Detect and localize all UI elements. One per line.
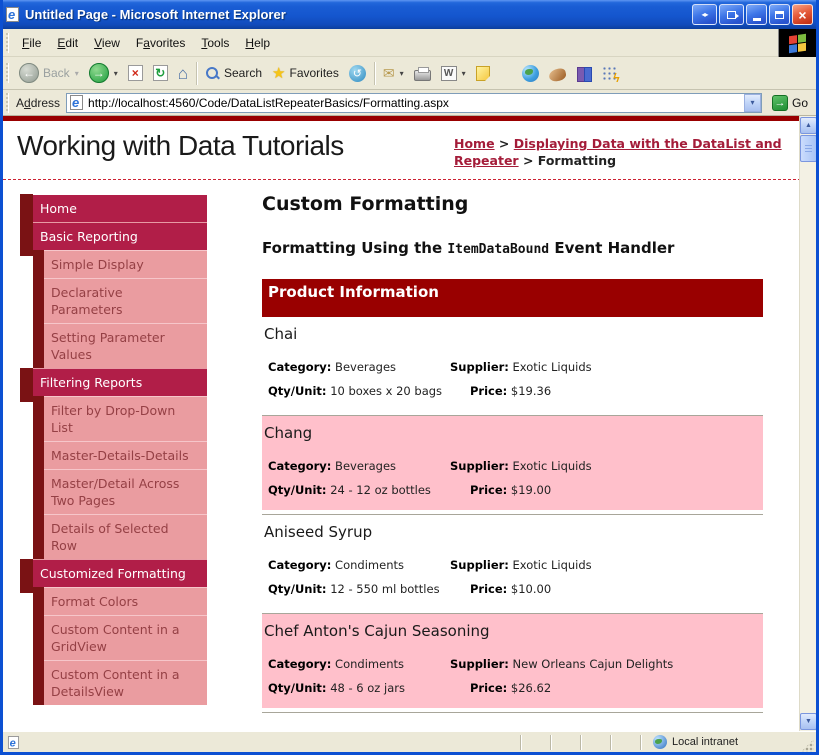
sidebar-item-simple-display[interactable]: Simple Display: [44, 250, 207, 278]
page-body: [3, 180, 816, 731]
notes-button[interactable]: [471, 64, 495, 83]
product-qty: Qty/Unit: 10 boxes x 20 bags: [268, 384, 443, 398]
product-item-chang: [262, 416, 763, 510]
security-zone: [653, 735, 801, 749]
addon-icon: [548, 67, 567, 82]
address-url[interactable]: http://localhost:4560/Code/DataListRepeaterBasics/Formatting.aspx: [88, 95, 449, 110]
refresh-icon: ↻: [153, 65, 168, 81]
product-name: Aniseed Syrup: [264, 523, 373, 541]
windows-flag-icon: [789, 33, 806, 52]
vm-popout-button[interactable]: [719, 4, 744, 25]
product-name: Chef Anton's Cajun Seasoning: [264, 622, 490, 640]
toolbar-grip[interactable]: [6, 63, 9, 83]
breadcrumb-formatting: Formatting: [537, 153, 617, 168]
product-item-chef-anton-s-cajun-seasoning: [262, 614, 763, 708]
sidebar-item-basic-reporting[interactable]: Basic Reporting: [33, 222, 207, 250]
product-separator: [262, 712, 763, 713]
vertical-scrollbar[interactable]: [799, 116, 816, 731]
sidebar-item-master-details-details[interactable]: Master-Details-Details: [44, 441, 207, 469]
menubar-grip[interactable]: [6, 33, 9, 53]
product-item-chai: [262, 317, 763, 411]
menu-file[interactable]: File: [22, 35, 42, 50]
product-category: Category: Condiments: [268, 558, 404, 572]
sidebar-item-home[interactable]: Home: [33, 195, 207, 222]
toolbar-separator: [196, 62, 197, 85]
sidebar-item-format-colors[interactable]: Format Colors: [44, 587, 207, 615]
print-icon: [414, 70, 431, 81]
window-title: Untitled Page - Microsoft Internet Explorer: [25, 7, 286, 22]
product-qty: Qty/Unit: 48 - 6 oz jars: [268, 681, 405, 695]
title-bar[interactable]: [0, 0, 819, 29]
product-list: [262, 317, 763, 713]
maximize-button[interactable]: [769, 4, 790, 25]
minimize-icon: [753, 18, 761, 21]
forward-dropdown-icon: ▾: [113, 68, 118, 78]
address-bar: [3, 90, 816, 116]
vm-arrows-button[interactable]: [692, 4, 717, 25]
menu-view[interactable]: View: [94, 35, 120, 50]
page-heading: Custom Formatting: [262, 193, 469, 215]
site-title: Working with Data Tutorials: [17, 130, 344, 161]
page-favicon: e: [70, 95, 83, 110]
menu-bar: [3, 29, 816, 57]
menu-favorites[interactable]: Favorites: [135, 35, 186, 50]
sidebar-item-setting-parameter-values[interactable]: Setting Parameter Values: [44, 323, 207, 368]
sidebar-item-filtering-reports[interactable]: Filtering Reports: [33, 368, 207, 396]
mail-icon: ✉: [382, 65, 395, 81]
scrollbar-thumb[interactable]: [800, 135, 816, 162]
product-name: Chang: [264, 424, 313, 442]
globe-search-icon: [522, 65, 539, 82]
toolbar-separator: [374, 62, 375, 85]
word-dropdown-icon: ▾: [461, 68, 466, 78]
back-icon: ←: [19, 63, 39, 83]
back-button[interactable]: ← Back ▾: [14, 61, 84, 85]
print-button[interactable]: [409, 64, 436, 83]
menu-edit[interactable]: Edit: [57, 35, 79, 50]
product-price: Price: $10.00: [470, 582, 552, 596]
status-page-icon: e: [8, 736, 19, 749]
product-name: Chai: [264, 325, 298, 343]
home-icon: ⌂: [177, 63, 188, 83]
home-button[interactable]: [173, 63, 193, 84]
history-button[interactable]: [344, 63, 371, 84]
search-icon: [205, 66, 220, 81]
product-price: Price: $19.00: [470, 483, 552, 497]
sidebar-item-custom-content-in-a-detailsview[interactable]: Custom Content in a DetailsView: [44, 660, 207, 705]
product-price: Price: $26.62: [470, 681, 552, 695]
toolbar: [3, 57, 816, 90]
status-divider: [550, 735, 551, 750]
forward-icon: →: [89, 63, 109, 83]
page-content: [3, 116, 816, 731]
product-price: Price: $19.36: [470, 384, 552, 398]
lightning-icon: ϟ: [613, 70, 620, 85]
ie-logo-icon: e: [6, 7, 19, 22]
scroll-down-button[interactable]: ▼: [800, 713, 816, 730]
section-heading: Formatting Using the ItemDataBound Event Handler: [262, 239, 675, 257]
maximize-icon: [775, 11, 784, 19]
sidebar-item-master-detail-across-two-pages[interactable]: Master/Detail Across Two Pages: [44, 469, 207, 514]
status-divider: [580, 735, 581, 750]
sidebar-menu: [20, 195, 207, 705]
menu-tools[interactable]: Tools: [201, 35, 230, 50]
address-label: Address: [16, 95, 61, 110]
popout-icon: [727, 11, 736, 19]
arrows-icon: ◂▸: [701, 10, 708, 19]
books-icon: [576, 66, 592, 81]
sidebar-item-custom-content-in-a-gridview[interactable]: Custom Content in a GridView: [44, 615, 207, 660]
product-item-aniseed-syrup: [262, 515, 763, 609]
go-button[interactable]: → Go: [768, 94, 812, 112]
sidebar-item-filter-by-drop-down-list[interactable]: Filter by Drop-Down List: [44, 396, 207, 441]
product-category: Category: Condiments: [268, 657, 404, 671]
back-dropdown-icon: ▾: [74, 68, 79, 78]
favorites-star-icon: ★: [272, 64, 286, 82]
forward-button[interactable]: [84, 61, 123, 85]
product-category: Category: Beverages: [268, 360, 397, 374]
product-qty: Qty/Unit: 12 - 550 ml bottles: [268, 582, 440, 596]
resize-grip[interactable]: [801, 739, 814, 752]
product-supplier: Supplier: Exotic Liquids: [450, 360, 592, 374]
grid-icon: [602, 66, 620, 85]
breadcrumb-separator: >: [494, 136, 514, 151]
product-qty: Qty/Unit: 24 - 12 oz bottles: [268, 483, 431, 497]
status-divider: [640, 735, 641, 750]
status-bar: [3, 731, 816, 752]
stop-button[interactable]: [123, 63, 148, 83]
product-information-banner: Product Information: [262, 279, 763, 317]
stop-icon: ×: [128, 65, 143, 81]
address-input[interactable]: [66, 93, 762, 113]
product-category: Category: Beverages: [268, 459, 397, 473]
search-button[interactable]: Search: [200, 64, 267, 83]
breadcrumb: [454, 130, 786, 169]
developer-grid-button[interactable]: [597, 64, 623, 83]
breadcrumb-home[interactable]: Home: [454, 136, 495, 151]
main-column: [262, 180, 763, 713]
minimize-button[interactable]: [746, 4, 767, 25]
scroll-up-button[interactable]: ▲: [800, 117, 816, 134]
address-dropdown-button[interactable]: ▾: [744, 94, 761, 112]
addressbar-grip[interactable]: [6, 93, 9, 113]
menu-help[interactable]: Help: [245, 35, 271, 50]
web-research-button[interactable]: [517, 63, 544, 84]
zone-label: Local intranet: [672, 736, 739, 748]
windows-flag-logo: [778, 29, 816, 57]
close-button[interactable]: [792, 4, 813, 25]
sidebar-item-customized-formatting[interactable]: Customized Formatting: [33, 559, 207, 587]
product-supplier: Supplier: Exotic Liquids: [450, 459, 592, 473]
close-icon: ×: [798, 6, 807, 23]
note-icon: [476, 66, 490, 81]
sidebar-item-declarative-parameters[interactable]: Declarative Parameters: [44, 278, 207, 323]
favorites-button[interactable]: ★ Favorites: [272, 64, 339, 82]
status-divider: [610, 735, 611, 750]
code-token: ItemDataBound: [447, 242, 550, 257]
mail-button[interactable]: [378, 64, 409, 82]
page-header: [3, 121, 816, 180]
breadcrumb-displaying-data-with-the-datalist-and-repeater[interactable]: Displaying Data with the DataList and Repeater: [454, 136, 782, 168]
breadcrumb-separator: >: [518, 153, 538, 168]
globe-icon: [653, 735, 667, 749]
history-icon: ↺: [349, 65, 366, 82]
research-books-button[interactable]: [571, 64, 597, 83]
product-supplier: Supplier: New Orleans Cajun Delights: [450, 657, 674, 671]
refresh-button[interactable]: [148, 63, 173, 83]
sidebar-item-details-of-selected-row[interactable]: Details of Selected Row: [44, 514, 207, 559]
mail-dropdown-icon: ▾: [399, 68, 404, 78]
edit-with-word-button[interactable]: [436, 64, 471, 83]
product-supplier: Supplier: Exotic Liquids: [450, 558, 592, 572]
addon-button[interactable]: [544, 63, 571, 83]
word-icon: W: [441, 66, 457, 81]
go-arrow-icon: →: [772, 95, 788, 111]
status-divider: [520, 735, 521, 750]
